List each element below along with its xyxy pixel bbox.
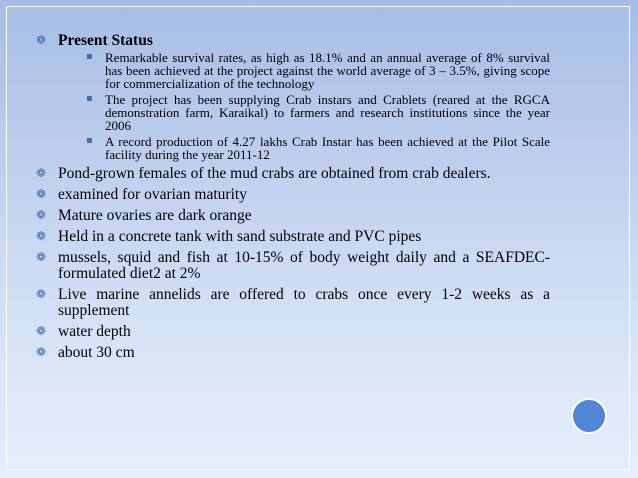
sub-bullet-item — [80, 135, 550, 161]
square-bullet-icon: ▪ — [86, 93, 93, 104]
decorative-circle — [571, 398, 607, 434]
section-heading: Present Status — [58, 32, 153, 49]
bullet-text: Mature ovaries are dark orange — [58, 207, 252, 224]
bullet-item — [36, 208, 550, 224]
sub-bullet-item — [80, 51, 550, 90]
square-bullet-icon: ▪ — [86, 51, 93, 62]
bullet-text: examined for ovarian maturity — [58, 186, 247, 203]
bullet-item — [36, 250, 550, 282]
bullet-item — [36, 187, 550, 203]
flower-bullet-icon: ❁ — [36, 33, 47, 47]
sub-bullet-text: Remarkable survival rates, as high as 18.1% and an annual average of 8% survival has been achieved at the project against the world average of 3 – 3.5%, giving scope for commercialization of the technology — [105, 50, 550, 91]
sub-bullet-list — [58, 51, 550, 161]
flower-bullet-icon: ❁ — [36, 287, 47, 301]
bullet-text: mussels, squid and fish at 10-15% of body weight daily and a SEAFDEC-formulated diet2 at 2% — [58, 249, 550, 282]
square-bullet-icon: ▪ — [86, 135, 93, 146]
bullet-text: Held in a concrete tank with sand substrate and PVC pipes — [58, 228, 422, 245]
bullet-item — [36, 345, 550, 361]
flower-bullet-icon: ❁ — [36, 324, 47, 338]
bullet-text: about 30 cm — [58, 344, 135, 361]
flower-bullet-icon: ❁ — [36, 166, 47, 180]
flower-bullet-icon: ❁ — [36, 208, 47, 222]
sub-bullet-text: The project has been supplying Crab instars and Crablets (reared at the RGCA demonstration farm, Karaikal) to farmers and research institutions since the year 2006 — [105, 92, 550, 133]
bullet-text: Live marine annelids are offered to crabs once every 1-2 weeks as a supplement — [58, 286, 550, 319]
bullet-item — [36, 287, 550, 319]
bullet-item — [36, 324, 550, 340]
bullet-item — [36, 166, 550, 182]
flower-bullet-icon: ❁ — [36, 345, 47, 359]
sub-bullet-item — [80, 93, 550, 132]
bullet-text: Pond-grown females of the mud crabs are obtained from crab dealers. — [58, 165, 491, 182]
flower-bullet-icon: ❁ — [36, 187, 47, 201]
flower-bullet-icon: ❁ — [36, 229, 47, 243]
flower-bullet-icon: ❁ — [36, 250, 47, 264]
bullet-present-status — [36, 33, 550, 161]
bullet-item — [36, 229, 550, 245]
sub-bullet-text: A record production of 4.27 lakhs Crab Instar has been achieved at the Pilot Scale facility during the year 2011-12 — [105, 134, 550, 162]
slide-content — [36, 33, 550, 366]
bullet-text: water depth — [58, 323, 131, 340]
